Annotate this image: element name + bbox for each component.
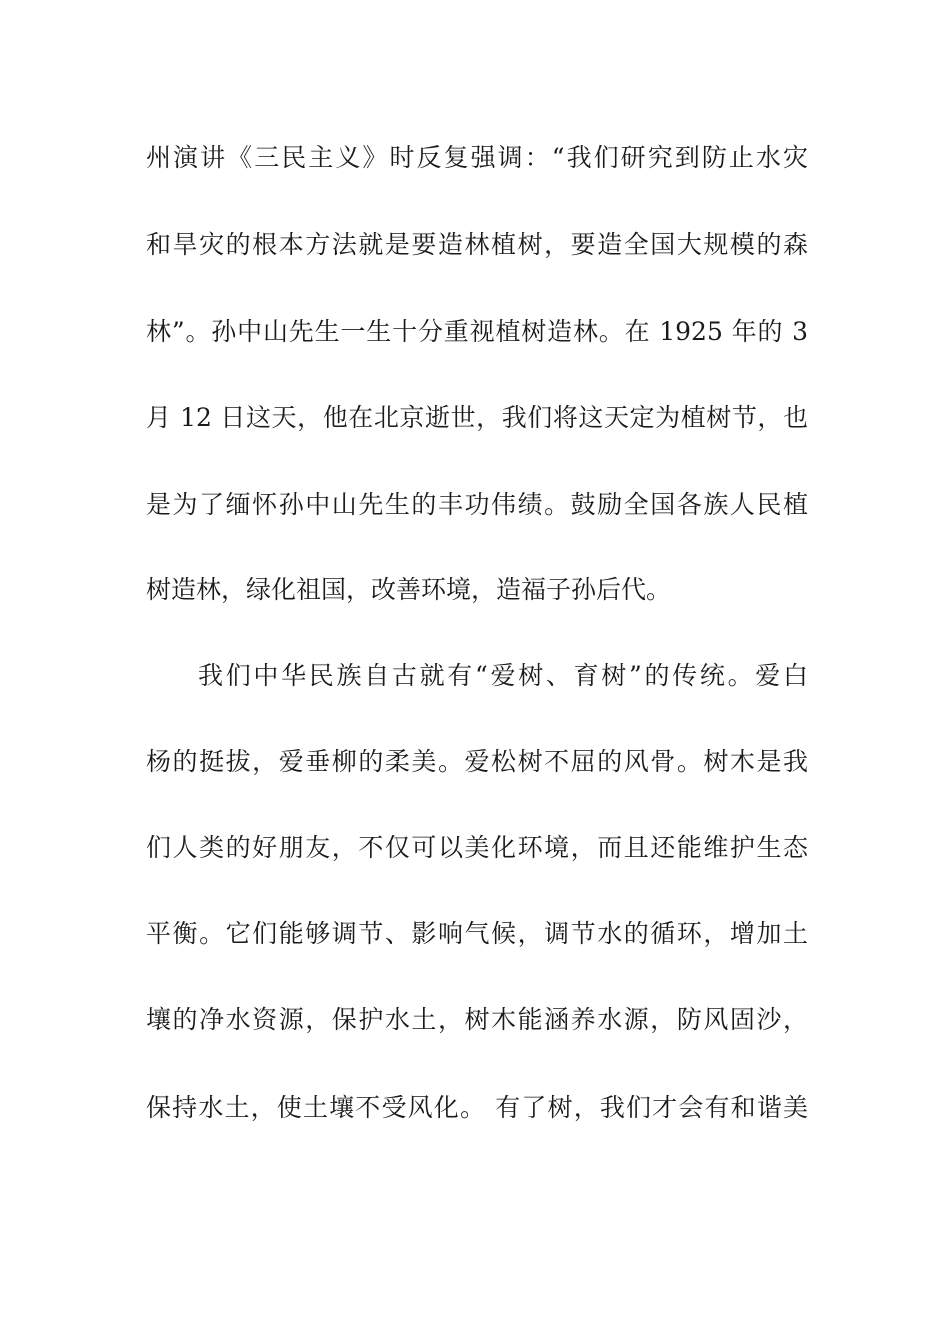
text-line: 月 12 日这天，他在北京逝世，我们将这天定为植树节，也: [146, 403, 808, 432]
text-line: 和旱灾的根本方法就是要造林植树，要造全国大规模的森: [146, 230, 808, 259]
text-line: 是为了缅怀孙中山先生的丰功伟绩。鼓励全国各族人民植: [146, 490, 808, 519]
text-line: 壤的净水资源，保护水土，树木能涵养水源，防风固沙，: [146, 1005, 808, 1034]
text-line: 树造林，绿化祖国，改善环境，造福子孙后代。: [146, 575, 672, 604]
text-line: 们人类的好朋友，不仅可以美化环境，而且还能维护生态: [146, 833, 808, 862]
text-line: 林”。孙中山先生一生十分重视植树造林。在 1925 年的 3: [146, 317, 808, 346]
text-line: 我们中华民族自古就有“爱树、育树”的传统。爱白: [198, 661, 808, 690]
text-line: 杨的挺拔，爱垂柳的柔美。爱松树不屈的风骨。树木是我: [146, 747, 808, 776]
text-line: 保持水土，使土壤不受风化。 有了树，我们才会有和谐美: [146, 1093, 808, 1122]
text-line: 平衡。它们能够调节、影响气候，调节水的循环，增加土: [146, 919, 808, 948]
text-line: 州演讲《三民主义》时反复强调：“我们研究到防止水灾: [146, 143, 808, 172]
